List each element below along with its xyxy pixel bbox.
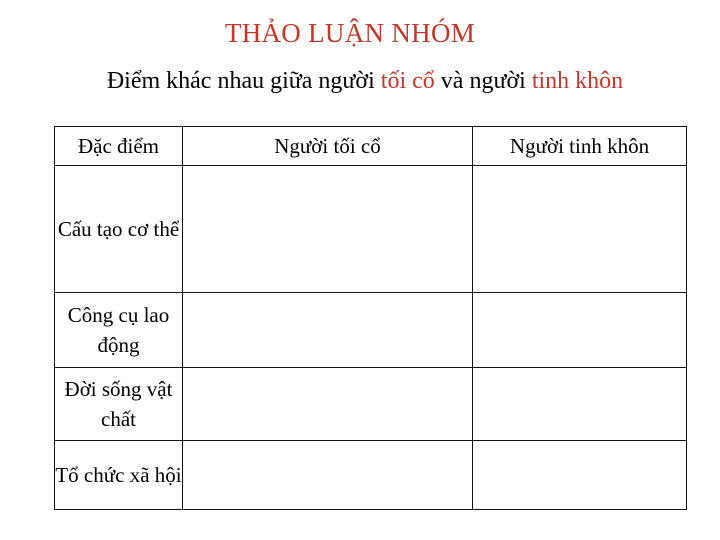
header-nguoi-toi-co: Người tối cổ	[183, 127, 473, 166]
cell-toi-co[interactable]	[183, 368, 473, 441]
table-row	[55, 293, 687, 368]
cell-toi-co[interactable]	[183, 441, 473, 510]
header-dac-diem: Đặc điểm	[55, 127, 183, 166]
subtitle-highlight-toi-co: tối cổ	[380, 68, 435, 94]
page-title: THẢO LUẬN NHÓM	[224, 18, 476, 48]
page-subtitle	[0, 68, 720, 95]
cell-tinh-khon[interactable]	[473, 368, 687, 441]
cell-toi-co[interactable]	[183, 166, 473, 293]
subtitle-highlight-tinh-khon: tinh khôn	[531, 68, 624, 94]
subtitle-text-2: và người	[434, 68, 532, 94]
row-label-cong-cu-lao-dong: Công cụ lao động	[55, 293, 183, 368]
comparison-table	[54, 126, 687, 510]
cell-tinh-khon[interactable]	[473, 293, 687, 368]
cell-toi-co[interactable]	[183, 293, 473, 368]
row-label-cau-tao-co-the: Cấu tạo cơ thể	[55, 166, 183, 293]
cell-tinh-khon[interactable]	[473, 166, 687, 293]
table-row	[55, 441, 687, 510]
cell-tinh-khon[interactable]	[473, 441, 687, 510]
subtitle-text-1: Điểm khác nhau giữa người	[106, 68, 381, 94]
table-row	[55, 368, 687, 441]
row-label-to-chuc-xa-hoi: Tổ chức xã hội	[55, 441, 183, 510]
table-row	[55, 166, 687, 293]
header-nguoi-tinh-khon: Người tinh khôn	[473, 127, 687, 166]
table-header-row	[55, 127, 687, 166]
row-label-doi-song-vat-chat: Đời sống vật chất	[55, 368, 183, 441]
